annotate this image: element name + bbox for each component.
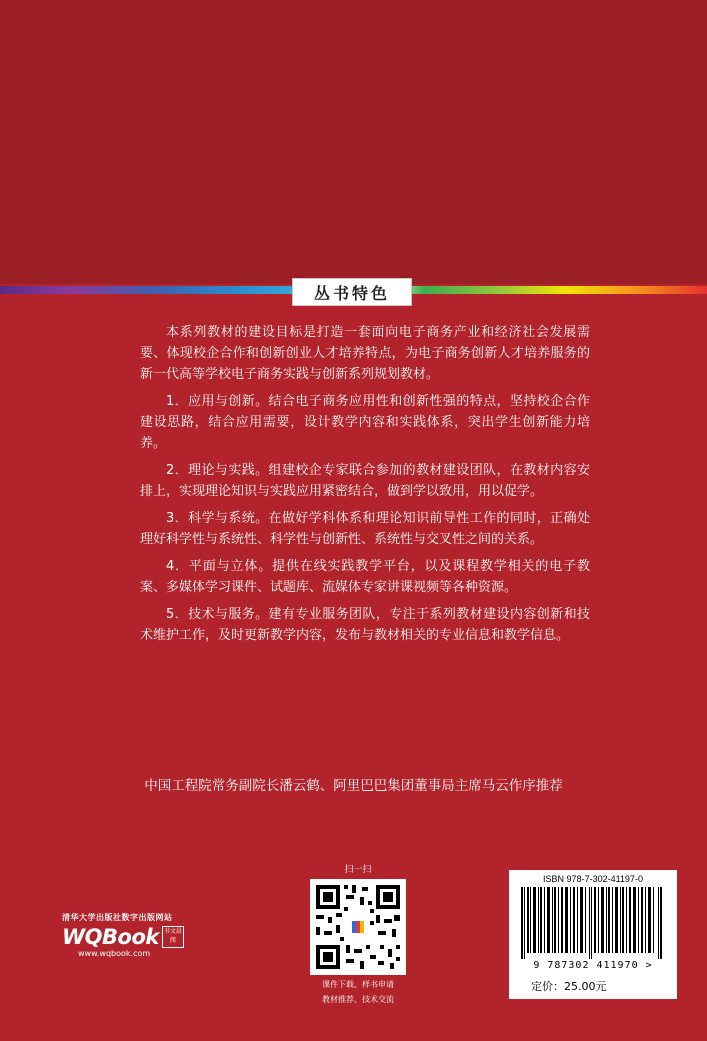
publisher-block xyxy=(62,912,202,958)
series-title-box xyxy=(292,278,412,306)
wqbook-logo: WQBook xyxy=(62,925,159,949)
paragraph-feature-5: 5．技术与服务。建有专业服务团队，专注于系列教材建设内容创新和技术维护工作，及时更新教学内容，发布与教材相关的专业信息和教学信息。 xyxy=(140,607,590,643)
isbn-barcode-box xyxy=(509,870,677,999)
publisher-logo xyxy=(62,925,202,949)
series-title: 丛书特色 xyxy=(313,283,390,303)
paragraph-feature-4: 4．平面与立体。提供在线实践教学平台，以及课程教学相关的电子教案、多媒体学习课件、试题库、流媒体专家讲课视频等各种资源。 xyxy=(140,559,590,595)
logo-badge: 书文晨阅 xyxy=(162,926,184,948)
price-label: 定价：25.00元 xyxy=(531,980,607,993)
isbn-label: ISBN 978-7-302-41197-0 xyxy=(543,874,643,884)
barcode-graphic xyxy=(521,887,665,959)
publisher-name: 清华大学出版社数字出版网站 xyxy=(62,913,173,922)
qr-caption-1: 课件下载、样书申请 xyxy=(322,980,394,989)
qr-code-graphic xyxy=(310,879,406,975)
cover-top-band xyxy=(0,0,707,284)
qr-scan-label: 扫一扫 xyxy=(344,865,372,875)
qr-code[interactable] xyxy=(310,879,406,975)
paragraph-feature-1: 1．应用与创新。结合电子商务应用性和创新性强的特点，坚持校企合作建设思路，结合应用需要，设计教学内容和实践体系，突出学生创新能力培养。 xyxy=(140,394,590,451)
recommendation-line: 中国工程院常务副院长潘云鹤、阿里巴巴集团董事局主席马云作序推荐 xyxy=(144,778,563,794)
barcode-digits: 9 787302 411970 > xyxy=(533,960,653,971)
publisher-url[interactable]: www.wqbook.com xyxy=(78,949,151,958)
series-description xyxy=(140,322,590,652)
paragraph-feature-3: 3．科学与系统。在做好学科体系和理论知识前导性工作的同时，正确处理好科学性与系统性、科学性与创新性、系统性与交叉性之间的关系。 xyxy=(140,511,590,547)
qr-block xyxy=(308,862,408,1005)
paragraph-intro: 本系列教材的建设目标是打造一套面向电子商务产业和经济社会发展需要、体现校企合作和创新创业人才培养特点，为电子商务创新人才培养服务的新一代高等学校电子商务实践与创新系列规划教材。 xyxy=(140,325,590,382)
paragraph-feature-2: 2．理论与实践。组建校企专家联合参加的教材建设团队，在教材内容安排上，实现理论知识与实践应用紧密结合，做到学以致用，用以促学。 xyxy=(140,463,590,499)
qr-caption-2: 教材推荐、技术交流 xyxy=(322,995,394,1004)
